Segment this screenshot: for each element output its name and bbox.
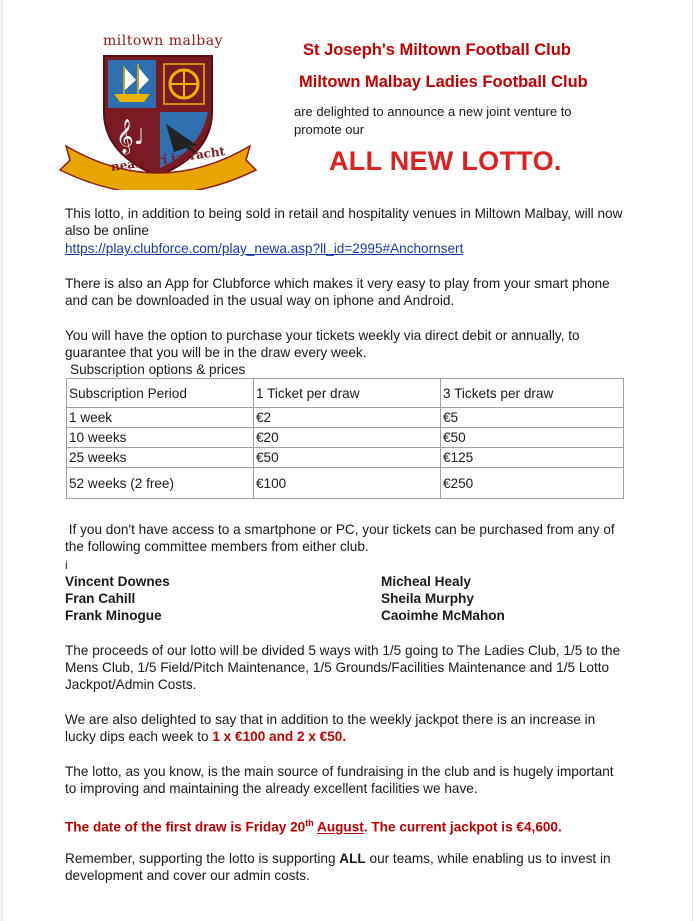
- table-cell: 10 weeks: [67, 428, 254, 448]
- table-row: [67, 468, 624, 499]
- header-one-ticket: 1 Ticket per draw: [254, 379, 441, 408]
- clubforce-link-line: [65, 240, 635, 257]
- table-cell: €5: [441, 408, 624, 428]
- member-name: Vincent Downes: [65, 574, 170, 589]
- header-three-tickets: 3 Tickets per draw: [441, 379, 624, 408]
- clubforce-link[interactable]: https://play.clubforce.com/play_newa.asp?ll_id=2995#Anchornsert: [65, 241, 464, 256]
- table-cell: €100: [254, 468, 441, 499]
- table-cell: 25 weeks: [67, 448, 254, 468]
- svg-text:♩: ♩: [134, 125, 145, 150]
- document-page: [2, 0, 693, 921]
- member-name: Micheal Healy: [381, 574, 471, 589]
- members-left-column: [65, 573, 170, 624]
- club-name-ladies: Miltown Malbay Ladies Football Club: [299, 73, 588, 91]
- supporting-paragraph: Remember, supporting the lotto is supporting ALL our teams, while enabling us to invest in development and cover our admin costs.: [65, 851, 611, 883]
- draw-month: August: [317, 819, 364, 835]
- table-cell: €50: [441, 428, 624, 448]
- online-paragraph: This lotto, in addition to being sold in retail and hospitality venues in Miltown Malbay, will now also be online: [65, 206, 623, 238]
- committee-paragraph: If you don't have access to a smartphone or PC, your tickets can be purchased from any of the following committee members from either club.: [65, 522, 615, 554]
- table-row: [67, 408, 624, 428]
- first-draw-line: The date of the first draw is Friday 20th August. The current jackpot is €4,600.: [65, 818, 562, 835]
- member-name: Sheila Murphy: [381, 591, 474, 606]
- table-cell: 1 week: [67, 408, 254, 428]
- crest-motto: neart trí iarracht: [110, 144, 226, 174]
- table-cell: €20: [254, 428, 441, 448]
- proceeds-paragraph: The proceeds of our lotto will be divided 5 ways with 1/5 going to The Ladies Club, 1/5 to the Mens Club, 1/5 Field/Pitch Maintenance, 1/5 Grounds/Facilities Maintenance and 1/5 Lotto Jackpot/Admin Costs.: [65, 643, 621, 692]
- lucky-dips-amounts: 1 x €100 and 2 x €50.: [212, 729, 347, 744]
- subscription-caption: Subscription options & prices: [70, 362, 246, 377]
- table-header-row: [67, 379, 624, 408]
- app-paragraph: There is also an App for Clubforce which makes it very easy to play from your smart phone and can be downloaded in the usual way on iphone and Android.: [65, 276, 610, 308]
- member-name: Caoimhe McMahon: [381, 608, 505, 623]
- table-cell: €125: [441, 448, 624, 468]
- announcement-text: are delighted to announce a new joint venture to promote our: [294, 104, 572, 137]
- subscription-table: [66, 378, 624, 499]
- table-cell: 52 weeks (2 free): [67, 468, 254, 499]
- crest-top-text: miltown malbay: [102, 33, 224, 49]
- club-name-st-josephs: St Joseph's Miltown Football Club: [303, 41, 571, 59]
- svg-text:𝄞: 𝄞: [116, 119, 134, 154]
- members-right-column: [381, 573, 505, 624]
- lotto-title: ALL NEW LOTTO.: [329, 146, 562, 176]
- table-row: [67, 428, 624, 448]
- member-name: Frank Minogue: [65, 608, 162, 623]
- stray-character: i: [65, 558, 68, 572]
- lucky-dips-paragraph: We are also delighted to say that in addition to the weekly jackpot there is an increase in lucky dips each week to 1 x €100 and 2 x €50.: [65, 712, 596, 744]
- fundraising-paragraph: The lotto, as you know, is the main source of fundraising in the club and is hugely important to improving and maintaining the already excellent facilities we have.: [65, 764, 614, 796]
- member-name: Fran Cahill: [65, 591, 136, 606]
- subscription-paragraph: You will have the option to purchase your tickets weekly via direct debit or annually, to guarantee that you will be in the draw every week.: [65, 328, 580, 360]
- table-cell: €2: [254, 408, 441, 428]
- table-row: [67, 448, 624, 468]
- table-cell: €50: [254, 448, 441, 468]
- header-period: Subscription Period: [67, 379, 254, 408]
- table-cell: €250: [441, 468, 624, 499]
